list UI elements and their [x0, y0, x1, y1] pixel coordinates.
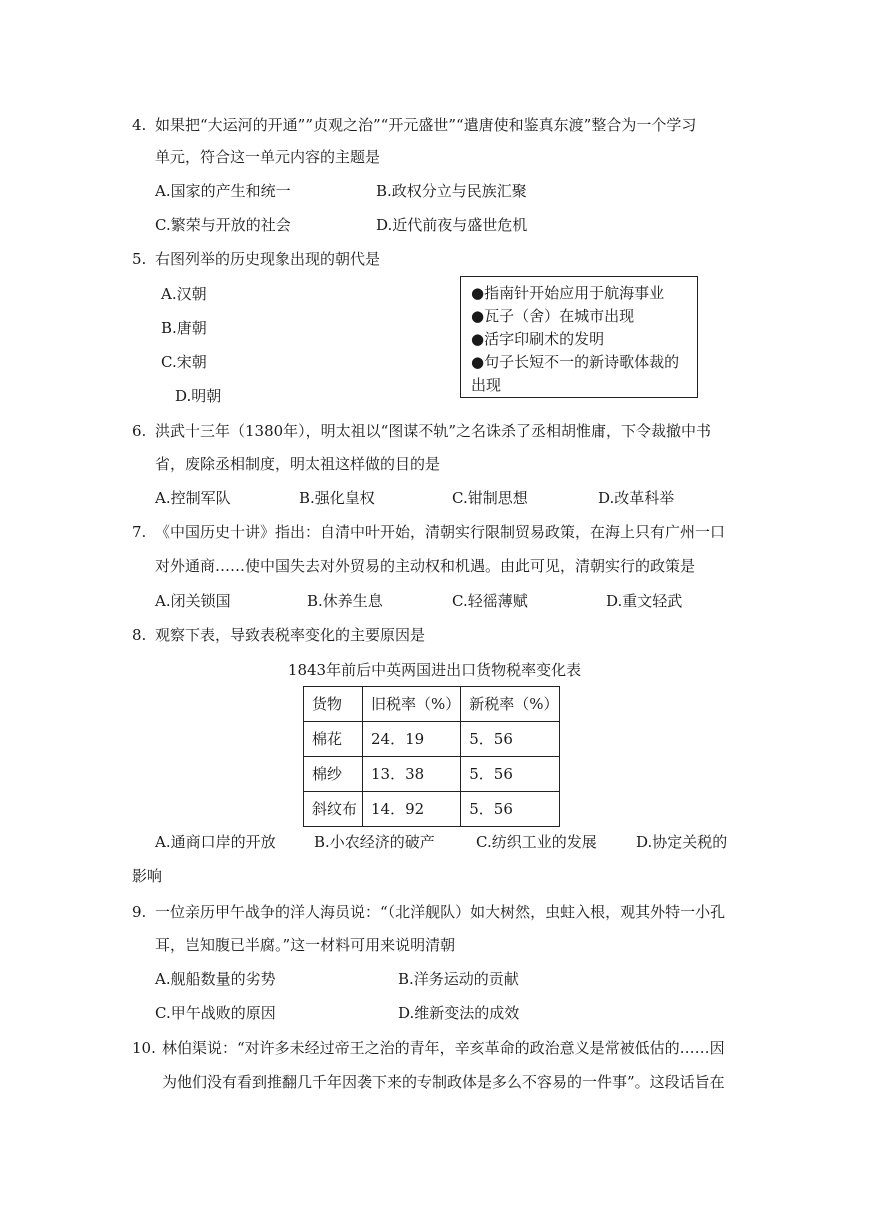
- option-d[interactable]: D.重文轻武: [606, 592, 683, 610]
- table-cell: 5．56: [461, 792, 560, 827]
- table-cell: 5．56: [461, 757, 560, 792]
- option-c[interactable]: C.甲午战败的原因: [155, 1004, 276, 1022]
- question-stem: 洪武十三年（1380年），明太祖以“图谋不轨”之名诛杀了丞相胡惟庸，下令裁撤中书: [155, 422, 712, 440]
- question-number: 9.: [132, 903, 147, 921]
- table-cell: 5．56: [461, 722, 560, 757]
- question-number: 10.: [132, 1039, 156, 1057]
- table-header-cell: 货物: [304, 687, 363, 722]
- option-c[interactable]: C.钳制思想: [452, 489, 528, 507]
- question-stem: 为他们没有看到推翻几千年因袭下来的专制政体是多么不容易的一件事”。这段话旨在: [162, 1073, 725, 1091]
- table-cell: 斜纹布: [304, 792, 363, 827]
- option-b[interactable]: B.唐朝: [161, 319, 207, 337]
- option-d[interactable]: D.明朝: [175, 387, 222, 405]
- question-stem: 右图列举的历史现象出现的朝代是: [155, 250, 381, 268]
- box-line: ●句子长短不一的新诗歌体裁的: [471, 353, 680, 371]
- question-number: 6.: [132, 422, 147, 440]
- option-c[interactable]: C.纺织工业的发展: [476, 833, 597, 851]
- box-line: ●瓦子（舍）在城市出现: [471, 307, 635, 325]
- question-number: 5.: [132, 250, 147, 268]
- option-b[interactable]: B.洋务运动的贡献: [398, 970, 519, 988]
- option-a[interactable]: A.汉朝: [161, 285, 207, 303]
- historical-phenomena-box: [460, 276, 698, 398]
- question-stem: 省，废除丞相制度，明太祖这样做的目的是: [155, 455, 441, 473]
- option-c[interactable]: C.宋朝: [161, 353, 207, 371]
- option-a[interactable]: A.控制军队: [155, 489, 231, 507]
- option-b[interactable]: B.强化皇权: [299, 489, 375, 507]
- option-b[interactable]: B.休养生息: [307, 592, 383, 610]
- table-header-row: [304, 687, 560, 722]
- option-a[interactable]: A.通商口岸的开放: [155, 833, 276, 851]
- question-stem: 一位亲历甲午战争的洋人海员说：“（北洋舰队）如大树然，虫蛀入根，观其外特一小孔: [155, 903, 726, 921]
- question-stem: 如果把“大运河的开通””贞观之治”“开元盛世”“遣唐使和鉴真东渡”整合为一个学习: [155, 116, 697, 134]
- question-stem: 耳，岂知腹已半腐。”这一材料可用来说明清朝: [155, 936, 456, 954]
- option-d[interactable]: D.改革科举: [598, 489, 675, 507]
- option-d[interactable]: D.近代前夜与盛世危机: [376, 216, 528, 234]
- option-d[interactable]: D.协定关税的: [636, 833, 728, 851]
- question-number: 8.: [132, 626, 147, 644]
- table-cell: 棉花: [304, 722, 363, 757]
- table-header-cell: 新税率（%）: [461, 687, 560, 722]
- option-a[interactable]: A.国家的产生和统一: [155, 182, 291, 200]
- option-b[interactable]: B.小农经济的破产: [314, 833, 435, 851]
- table-row: [304, 792, 560, 827]
- option-c[interactable]: C.繁荣与开放的社会: [155, 216, 291, 234]
- question-stem: 观察下表，导致表税率变化的主要原因是: [155, 626, 426, 644]
- box-line: 出现: [471, 376, 502, 394]
- table-cell: 14．92: [363, 792, 461, 827]
- box-line: ●活字印刷术的发明: [471, 330, 605, 348]
- table-cell: 棉纱: [304, 757, 363, 792]
- table-cell: 24．19: [363, 722, 461, 757]
- table-row: [304, 757, 560, 792]
- option-d[interactable]: D.维新变法的成效: [398, 1004, 520, 1022]
- table-header-cell: 旧税率（%）: [363, 687, 461, 722]
- question-number: 7.: [132, 523, 147, 541]
- question-stem: 林伯渠说：“对许多未经过帝王之治的青年，辛亥革命的政治意义是常被低估的……因: [162, 1039, 725, 1057]
- box-line: ●指南针开始应用于航海事业: [471, 284, 665, 302]
- table-caption: 1843年前后中英两国进出口货物税率变化表: [287, 661, 582, 679]
- question-stem: 《中国历史十讲》指出：自清中叶开始，清朝实行限制贸易政策，在海上只有广州一口: [155, 523, 726, 541]
- option-a[interactable]: A.舰船数量的劣势: [155, 970, 276, 988]
- option-b[interactable]: B.政权分立与民族汇聚: [376, 182, 527, 200]
- option-d-continuation: 影响: [132, 867, 163, 885]
- question-number: 4.: [132, 116, 147, 134]
- table-row: [304, 722, 560, 757]
- question-stem: 单元，符合这一单元内容的主题是: [155, 148, 381, 166]
- tax-rate-table: [303, 686, 560, 827]
- option-a[interactable]: A.闭关锁国: [155, 592, 231, 610]
- table-cell: 13．38: [363, 757, 461, 792]
- question-stem: 对外通商……使中国失去对外贸易的主动权和机遇。由此可见，清朝实行的政策是: [155, 557, 696, 575]
- option-c[interactable]: C.轻徭薄赋: [452, 592, 528, 610]
